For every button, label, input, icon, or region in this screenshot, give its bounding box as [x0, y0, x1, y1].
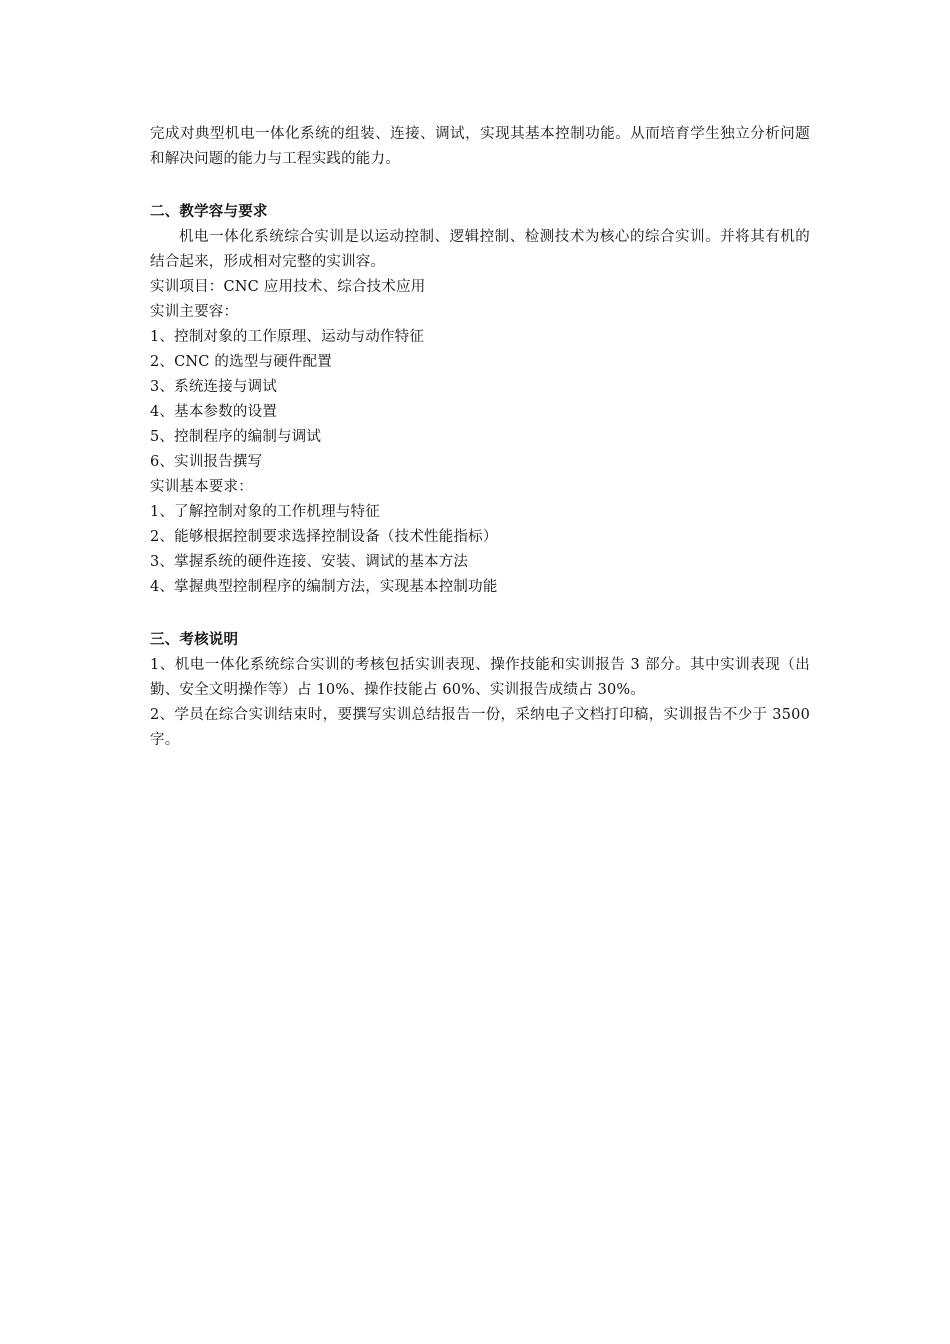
requirements-title: 实训基本要求： — [150, 479, 253, 495]
project-line: 实训项目：CNC 应用技术、综合技术应用 — [150, 279, 426, 295]
list-item: 1、了解控制对象的工作机理与特征 — [150, 504, 380, 520]
list-item: 1、控制对象的工作原理、运动与动作特征 — [150, 329, 425, 345]
intro-paragraph: 完成对典型机电一体化系统的组装、连接、调试，实现其基本控制功能。从而培育学生独立分析问题和解决问题的能力与工程实践的能力。 — [150, 126, 810, 167]
assessment-item: 2、学员在综合实训结束时，要撰写实训总结报告一份，采纳电子文档打印稿，实训报告不少于 3500 字。 — [150, 707, 810, 748]
list-item: 3、系统连接与调试 — [150, 379, 278, 395]
content-title: 实训主要容： — [150, 304, 239, 320]
spacer — [150, 172, 810, 200]
teaching-paragraph: 机电一体化系统综合实训是以运动控制、逻辑控制、检测技术为核心的综合实训。并将其有机的结合起来，形成相对完整的实训容。 — [150, 229, 810, 270]
section-heading-assessment: 三、考核说明 — [150, 632, 239, 648]
list-item: 5、控制程序的编制与调试 — [150, 429, 322, 445]
list-item: 6、实训报告撰写 — [150, 454, 263, 470]
section-heading-teaching: 二、教学容与要求 — [150, 204, 268, 220]
assessment-item: 1、机电一体化系统综合实训的考核包括实训表现、操作技能和实训报告 3 部分。其中实训表现（出勤、安全文明操作等）占 10%、操作技能占 60%、实训报告成绩占 30%。 — [150, 657, 810, 698]
list-item: 2、能够根据控制要求选择控制设备（技术性能指标） — [150, 529, 498, 545]
list-item: 4、基本参数的设置 — [150, 404, 278, 420]
document-page — [150, 122, 810, 753]
spacer — [150, 600, 810, 628]
list-item: 4、掌握典型控制程序的编制方法，实现基本控制功能 — [150, 579, 498, 595]
list-item: 2、CNC 的选型与硬件配置 — [150, 354, 333, 370]
list-item: 3、掌握系统的硬件连接、安装、调试的基本方法 — [150, 554, 469, 570]
